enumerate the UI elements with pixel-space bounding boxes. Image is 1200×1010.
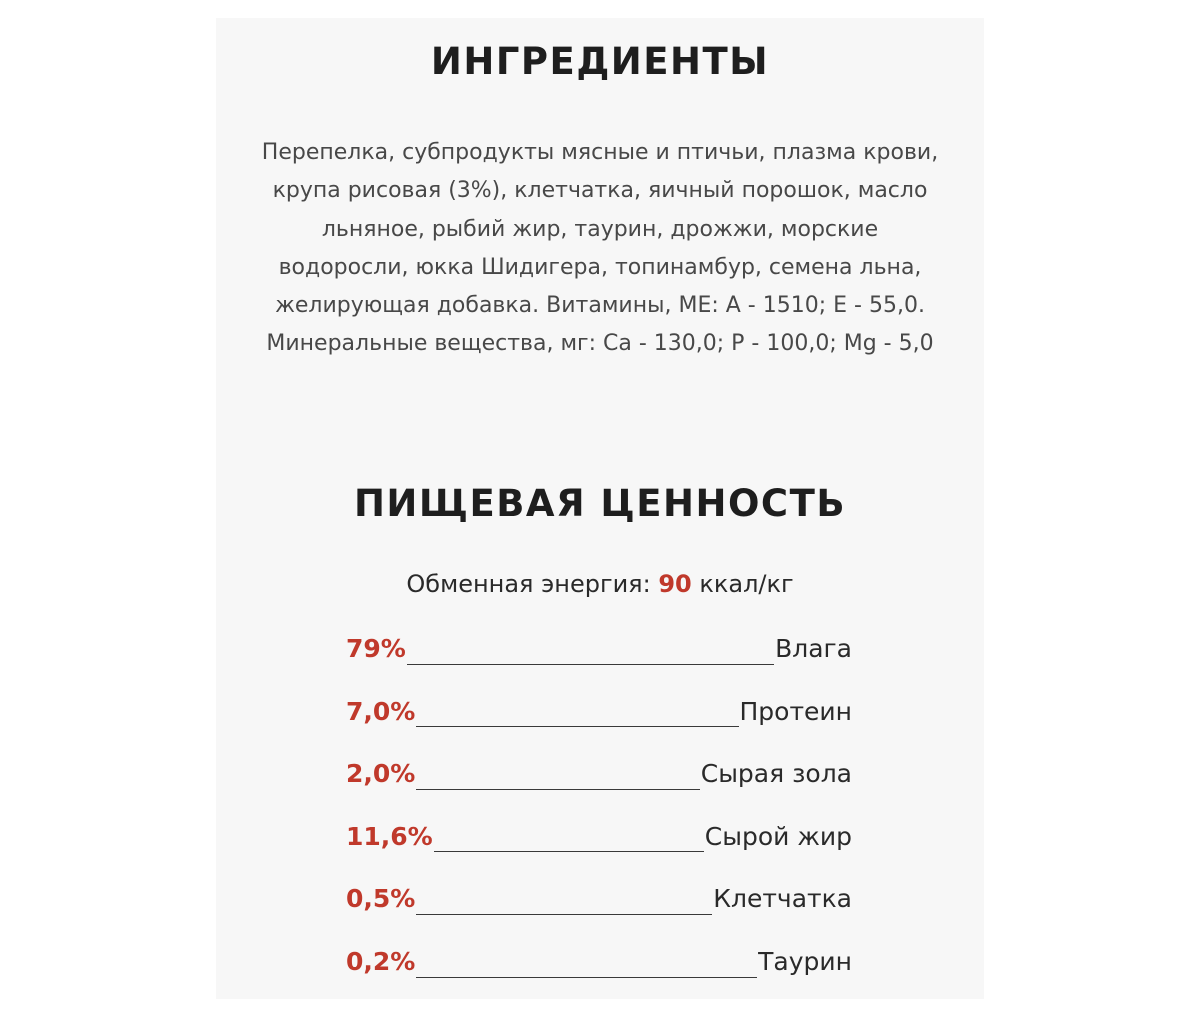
leader-line (407, 663, 774, 665)
nutrient-value: 11,6% (346, 821, 433, 851)
nutrient-row (346, 822, 852, 885)
nutrient-row (346, 697, 852, 760)
leader-line (416, 913, 712, 915)
ingredients-title: ИНГРЕДИЕНТЫ (430, 40, 770, 83)
ingredients-line: Минеральные вещества, мг: Ca - 130,0; P - 100,0; Mg - 5,0 (266, 331, 934, 357)
nutrient-name: Клетчатка (713, 884, 852, 914)
ingredients-line: Перепелка, субпродукты мясные и птичьи, плазма крови, (261, 140, 939, 165)
nutrient-name: Сырой жир (704, 821, 852, 851)
nutrient-value: 2,0% (346, 759, 416, 789)
nutrient-value: 7,0% (346, 696, 416, 726)
nutrient-name: Таурин (758, 946, 852, 976)
nutrient-name: Влага (775, 634, 852, 663)
nutrient-row (346, 947, 852, 1010)
energy-unit: ккал/кг (691, 570, 794, 598)
nutrient-value: 79% (346, 634, 406, 663)
ingredients-text (240, 134, 960, 364)
ingredients-line: желирующая добавка. Витамины, МЕ: А - 1510; Е - 55,0. (275, 293, 925, 319)
nutrient-list (346, 634, 852, 1010)
energy-line (216, 570, 984, 598)
ingredients-line: водоросли, юкка Шидигера, топинамбур, семена льна, (278, 254, 922, 280)
leader-line (416, 725, 738, 727)
nutrient-row (346, 634, 852, 697)
leader-line (434, 850, 704, 852)
nutrient-row (346, 759, 852, 822)
nutrient-name: Протеин (739, 696, 852, 726)
nutrition-title: ПИЩЕВАЯ ЦЕННОСТЬ (353, 482, 847, 525)
nutrient-value: 0,5% (346, 884, 416, 914)
nutrient-name: Сырая зола (700, 759, 852, 789)
product-info-card (216, 18, 984, 999)
energy-label: Обменная энергия: (406, 570, 659, 598)
leader-line (416, 976, 757, 978)
nutrient-value: 0,2% (346, 946, 416, 976)
nutrient-row (346, 884, 852, 947)
ingredients-line: льняное, рыбий жир, таурин, дрожжи, морские (321, 216, 879, 242)
ingredients-line: крупа рисовая (3%), клетчатка, яичный порошок, масло (272, 178, 928, 204)
energy-value: 90 (658, 570, 692, 598)
leader-line (416, 788, 699, 790)
